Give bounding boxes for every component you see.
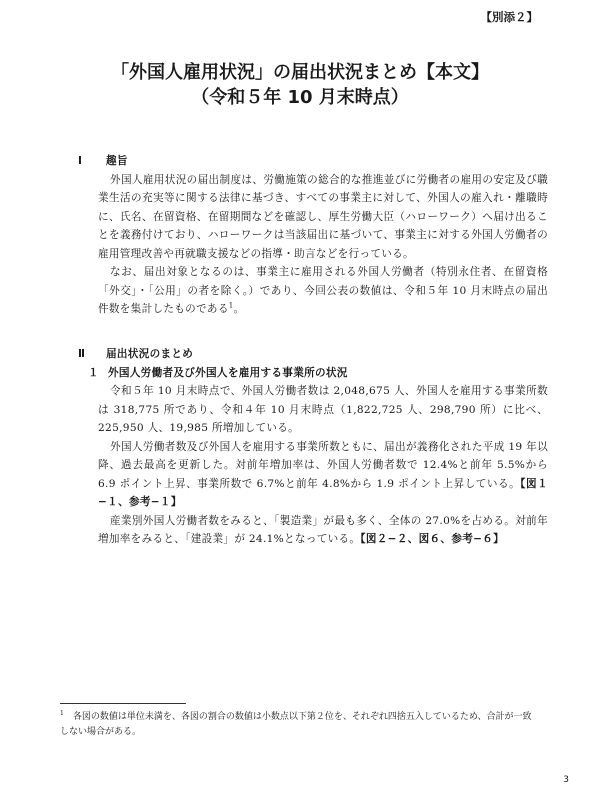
footnote-text: 各図の数値は単位未満を、各図の割合の数値は小数点以下第２位を、それぞれ四捨五入しているため、合計が一致しない場合がある。	[60, 712, 532, 737]
footnote-mark: 1	[60, 710, 64, 717]
section-heading	[78, 345, 548, 364]
paragraph	[78, 512, 548, 549]
footnote	[60, 710, 540, 740]
title-line-2: （令和５年 10 月末時点）	[191, 87, 409, 108]
section-number: Ⅰ	[78, 155, 83, 167]
page-title	[0, 60, 600, 110]
page-number: 3	[563, 775, 569, 785]
figure-reference: 【図２−２、図６、参考−６】	[360, 533, 505, 545]
attachment-label: 【別添２】	[480, 10, 538, 24]
section-summary	[78, 345, 548, 549]
paragraph-text: なお、届出対象となるのは、事業主に雇用される外国人労働者（特別永住者、在留資格「外交」・「公用」の者を除く。）であり、今回公表の数値は、令和５年 10 月末時点の届出件数を集計したものである	[98, 266, 548, 315]
paragraph	[78, 438, 548, 512]
section-purpose	[78, 152, 548, 319]
figure-reference: 【図１−１、参考−１】	[98, 477, 548, 508]
paragraph-text: 産業別外国人労働者数をみると、「製造業」が最も多く、全体の 27.0%を占める。対前年増加率をみると、「建設業」が 24.1%となっている。	[98, 514, 548, 545]
footnote-divider	[60, 703, 186, 704]
paragraph: 外国人雇用状況の届出制度は、労働施策の総合的な推進並びに労働者の雇用の安定及び職業生活の充実等に関する法律に基づき、すべての事業主に対して、外国人の雇入れ・離職時に、氏名、在留資格、在留期間などを確認し、厚生労働大臣（ハローワーク）へ届け出ることを義務付けており、ハローワークは当該届出に基づいて、事業主に対する外国人労働者の雇用管理改善や再就職支援などの指導・助言などを行っている。	[98, 173, 548, 260]
section-heading	[78, 152, 548, 171]
paragraph	[78, 263, 548, 319]
paragraph: 令和５年 10 月末時点で、外国人労働者数は 2,048,675 人、外国人を雇用する事業所数は 318,775 所であり、令和４年 10 月末時点（1,822,725 人、298,790 所）に比べ、225,950 人、19,985 所増加している。	[98, 385, 548, 434]
subsection-number: １	[88, 366, 99, 379]
paragraph-text: 。	[233, 303, 245, 315]
section-title: 届出状況のまとめ	[106, 348, 194, 360]
title-line-1: 「外国人雇用状況」の届出状況まとめ【本文】	[111, 62, 489, 83]
section-number: Ⅱ	[78, 348, 86, 360]
subsection-title: 外国人労働者及び外国人を雇用する事業所の状況	[108, 366, 348, 379]
paragraph-text: 外国人労働者数及び外国人を雇用する事業所数ともに、届出が義務化された平成 19 年以降、過去最高を更新した。対前年増加率は、外国人労働者数で 12.4%と前年 5.5%から 6.9 ポイント上昇、事業所数で 6.7%と前年 4.8%から 1.9 ポイント上昇している。	[98, 440, 548, 490]
subsection-heading	[78, 364, 548, 383]
section-title: 趣旨	[106, 155, 128, 167]
footnote-reference: 1	[228, 301, 234, 310]
